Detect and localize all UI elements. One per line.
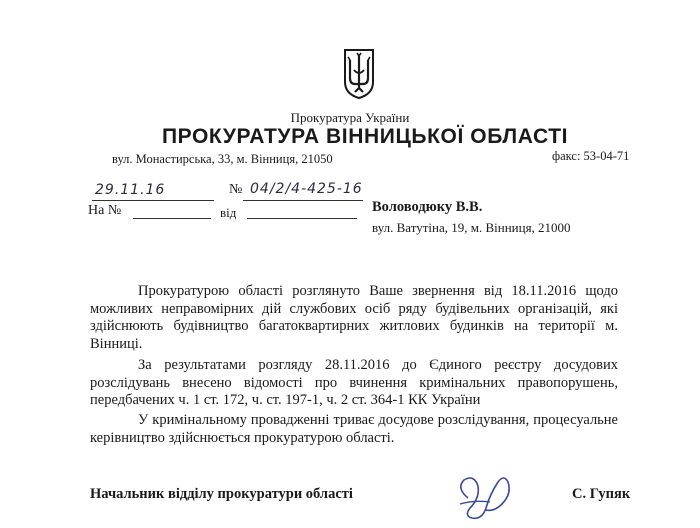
- registration-date: 29.11.16: [95, 182, 166, 198]
- org-fax: факс: 53-04-71: [552, 149, 630, 163]
- org-subtitle: Прокуратура України: [290, 110, 410, 125]
- body-paragraph: За результатами розгляду 28.11.2016 до Єдиного реєстру досудових розслідувань внесено відомості про вчинення кримінальних правопорушень, передбачених ч. 1 ст. 172, ч. ст. 197-1, ч. 2 ст. 364-1 КК України: [90, 357, 618, 409]
- reply-number-underline: [133, 218, 211, 219]
- registration-number: 04/2/4-425-16: [250, 181, 363, 197]
- from-label: від: [220, 205, 237, 220]
- org-title: ПРОКУРАТУРА ВІННИЦЬКОЇ ОБЛАСТІ: [161, 125, 569, 148]
- org-address: вул. Монастирська, 33, м. Вінниця, 21050: [112, 152, 333, 166]
- trident-coat-of-arms-icon: [343, 48, 375, 100]
- reply-to-label: На №: [88, 203, 122, 218]
- signatory-title: Начальник відділу прокуратури області: [90, 486, 353, 502]
- date-underline: [92, 200, 214, 201]
- recipient-address: вул. Ватутіна, 19, м. Вінниця, 21000: [372, 220, 571, 235]
- reply-date-underline: [247, 218, 357, 219]
- handwritten-signature-icon: [446, 468, 522, 526]
- body-paragraph: У кримінальному провадженні триває досудове розслідування, процесуальне керівництво здійснюється прокуратурою області.: [90, 412, 618, 446]
- body-paragraph: Прокуратурою області розглянуто Ваше звернення від 18.11.2016 щодо можливих неправомірних дій службових осіб ряду будівельних організацій, які здійснюють будівництво багатоквартирних житлових будинків на території м. Вінниці.: [90, 283, 618, 352]
- signatory-name: С. Гупяк: [572, 486, 631, 502]
- registration-number-label: №: [229, 182, 243, 197]
- number-underline: [243, 200, 363, 201]
- recipient-name: Воловодюку В.В.: [372, 199, 483, 215]
